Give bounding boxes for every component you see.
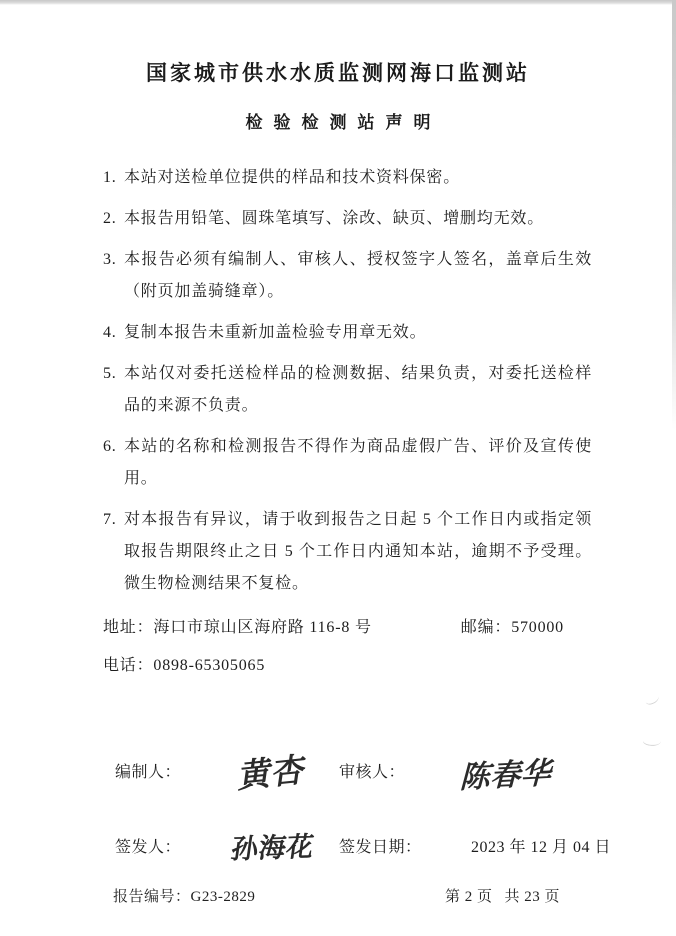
preparer-label: 编制人：: [115, 764, 182, 781]
scan-edge-top: [0, 0, 676, 5]
signature-block: [115, 747, 612, 865]
statement-item: [103, 317, 592, 349]
page-title: 国家城市供水水质监测网海口监测站: [146, 61, 530, 85]
statement-number: 3.: [103, 251, 117, 268]
statement-number: 6.: [103, 438, 117, 455]
preparer-signature: 黄杏: [236, 752, 309, 796]
phone-value: 0898-65305065: [153, 657, 266, 674]
page-subtitle: 检验检测站声明: [245, 113, 442, 132]
phone-line: [103, 647, 564, 685]
reviewer-label: 审核人：: [339, 764, 406, 781]
postcode-label: 邮编：: [460, 619, 512, 636]
statement-text: 本站对送检单位提供的样品和技术资料保密。: [124, 169, 461, 186]
page-total: 共 23 页: [504, 889, 560, 905]
report-number-line: [113, 885, 255, 906]
issuer-signature: 孙海花: [229, 831, 316, 865]
statement-text: 本站的名称和检测报告不得作为商品虚假广告、评价及宣传使用。: [124, 438, 592, 487]
statement-item: [103, 358, 592, 422]
statement-item: [103, 203, 592, 235]
statement-list: [103, 162, 592, 600]
phone-label: 电话：: [103, 657, 154, 674]
address-value: 海口市琼山区海府路 116-8 号: [153, 619, 372, 636]
address-line: [103, 609, 564, 647]
statement-item: [103, 244, 592, 308]
contact-block: [103, 609, 564, 685]
statement-number: 7.: [103, 511, 117, 528]
scan-artifact: [642, 735, 661, 747]
reviewer-signature: 陈春华: [457, 756, 559, 795]
statement-number: 5.: [103, 365, 117, 382]
report-number-value: G23-2829: [190, 889, 256, 905]
statement-number: 4.: [103, 324, 117, 341]
statement-number: 1.: [103, 169, 117, 186]
page-footer: [113, 885, 560, 906]
issue-date-label: 签发日期：: [339, 839, 422, 856]
statement-text: 本报告用铅笔、圆珠笔填写、涂改、缺页、增删均无效。: [124, 210, 545, 227]
statement-text: 复制本报告未重新加盖检验专用章无效。: [124, 324, 427, 341]
postcode-value: 570000: [511, 619, 564, 636]
page-current: 第 2 页: [444, 889, 493, 905]
statement-item: [103, 431, 592, 495]
postcode-group: [461, 609, 564, 647]
scan-artifact: [644, 692, 660, 706]
page-number-info: [445, 885, 560, 906]
issuer-label: 签发人：: [115, 839, 182, 856]
statement-text: 本站仅对委托送检样品的检测数据、结果负责，对委托送检样品的来源不负责。: [124, 365, 592, 414]
issue-date-value: 2023 年 12 月 04 日: [471, 839, 612, 856]
statement-number: 2.: [103, 210, 117, 227]
statement-text: 本报告必须有编制人、审核人、授权签字人签名，盖章后生效（附页加盖骑缝章）。: [124, 251, 592, 300]
statement-item: [103, 162, 592, 194]
statement-text: 对本报告有异议，请于收到报告之日起 5 个工作日内或指定领取报告期限终止之日 5 个工作日内通知本站，逾期不予受理。微生物检测结果不复检。: [124, 511, 592, 592]
report-number-label: 报告编号：: [113, 889, 191, 905]
statement-item: [103, 504, 592, 600]
scan-edge-right: [672, 0, 676, 430]
address-label: 地址：: [103, 619, 154, 636]
